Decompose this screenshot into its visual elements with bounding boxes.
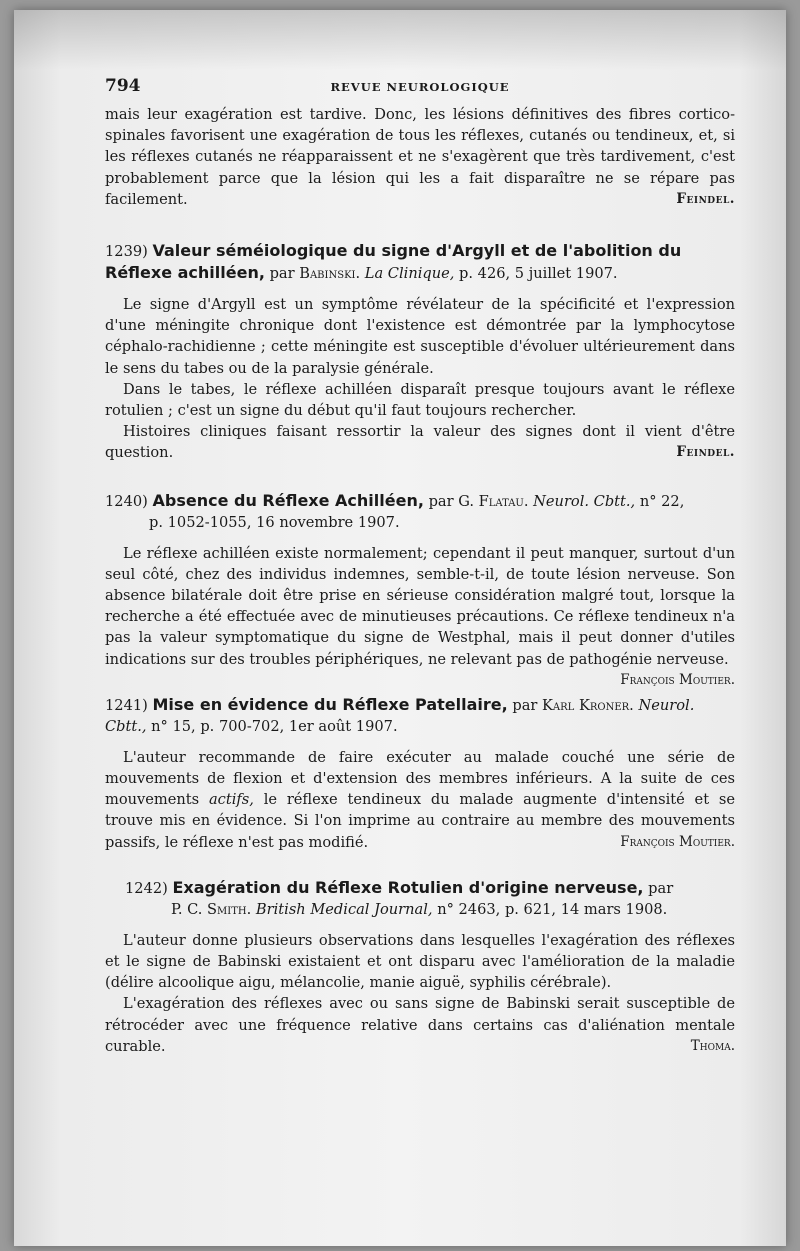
entry-paragraph: L'auteur donne plusieurs observations dans lesquelles l'exagération des réflexes et le signe de Babinski existaient et ont disparu avec l'amélioration de la maladie (délire alcoolique aigu, mélancolie, manie aiguë, syphilis cérébrale). <box>105 931 735 992</box>
entry-paragraph <box>105 421 735 463</box>
entry-paragraph <box>105 747 735 853</box>
entry-signature: François Moutier. <box>620 833 735 850</box>
entry-paragraph-text: Le réflexe achilléen existe normalement; cependant il peut manquer, surtout d'un seul côté, chez des individus indemnes, semble-t-il, de toute lésion nerveuse. Son absence bilatérale doit être prise en sérieuse considération malgré tout, lorsque la recherche a été effectuée avec de minutieuses précautions. Ce réflexe tendineux n'a pas la valeur symptomatique du signe de Westphal, mais il peut donner d'utiles indications sur des troubles périphériques, ne relevant pas de pathogénie nerveuse. <box>105 544 735 668</box>
entry-body <box>105 543 735 688</box>
entry-paragraph-text: Histoires cliniques faisant ressortir la valeur des signes dont il vient d'être question. <box>105 423 735 462</box>
entry-number: 1239) <box>105 243 148 261</box>
entry-number: 1241) <box>105 696 148 714</box>
entry-author: Flatau. <box>478 492 529 510</box>
page-header <box>105 76 735 104</box>
abstract-entry-1241 <box>105 694 735 853</box>
entry-body <box>105 294 735 464</box>
entry-author: Karl Kroner. <box>542 696 634 714</box>
entry-paragraph: Le signe d'Argyll est un symptôme révélateur de la spécificité et l'expression d'une méningite chronique dont l'existence est démontrée par la lymphocytose céphalo-rachidienne ; cette méningite est susceptible d'évoluer ultérieurement dans le sens du tabes ou de la paralysie générale. <box>105 296 735 377</box>
entry-paragraph-text: L'auteur recommande de faire exécuter au malade couché une série de mouvements de flexion et d'extension des membres inférieurs. A la suite de ces mouvements <box>105 748 735 809</box>
entry-signature: François Moutier. <box>620 671 735 688</box>
entry-heading <box>105 240 735 284</box>
entry-number: 1240) <box>105 492 148 510</box>
entry-number: 1242) <box>125 879 168 897</box>
entry-heading <box>105 694 735 737</box>
entry-paragraph: Dans le tabes, le réflexe achilléen disparaît presque toujours avant le réflexe rotulien ; c'est un signe du début qu'il faut toujours rechercher. <box>105 380 735 420</box>
entry-ref: n° 2463, p. 621, 14 mars 1908. <box>437 900 668 918</box>
entry-ref-line2 <box>125 899 735 920</box>
intro-paragraph <box>105 104 735 210</box>
entry-ref: n° 22, <box>639 492 685 510</box>
entry-author: Babinski. <box>299 265 361 283</box>
entry-title: Mise en évidence du Réflexe Patellaire, <box>152 694 508 714</box>
page-scan <box>14 10 786 1246</box>
entry-paragraph-text: L'exagération des réflexes avec ou sans signe de Babinski serait susceptible de rétrocéder avec une fréquence relative dans certains cas d'aliénation mentale curable. <box>105 995 735 1055</box>
entry-author: P. C. Smith. <box>171 900 252 918</box>
entry-journal: Neurol. Cbtt., <box>533 492 636 510</box>
entry-title: Valeur séméiologique du signe d'Argyll et de l'abolition du Réflexe achilléen, <box>105 241 682 283</box>
entry-heading <box>105 877 735 920</box>
entry-journal: British Medical Journal, <box>255 900 433 918</box>
entry-paragraph <box>105 543 735 688</box>
entry-ref-by: par <box>512 696 538 714</box>
entry-title: Absence du Réflexe Achilléen, <box>152 490 424 510</box>
entry-journal: La Clinique, <box>364 265 455 283</box>
entry-ref-by: par <box>269 265 295 283</box>
page-number: 794 <box>105 76 141 96</box>
entry-body <box>105 930 735 1057</box>
abstract-entry-1242 <box>105 877 735 1057</box>
entry-ref-line2: p. 1052-1055, 16 novembre 1907. <box>149 513 400 531</box>
entry-journal: Neurol. Cbtt., <box>105 696 695 735</box>
entry-signature: Thoma. <box>690 1037 735 1054</box>
entry-paragraph-emphasis: actifs, <box>208 791 254 809</box>
scan-shadow <box>14 10 786 70</box>
intro-signature: Feindel. <box>676 190 735 207</box>
entry-paragraph-text: le réflexe tendineux du malade augmente d'intensité et se trouve mis en évidence. Si l'on imprime au contraire au membre des mouvements passifs, le réflexe n'est pas modifié. <box>105 791 735 851</box>
entry-ref-by: par <box>648 879 674 897</box>
entry-ref: p. 426, 5 juillet 1907. <box>459 265 618 283</box>
page-content <box>105 76 735 1057</box>
abstract-entry-1239 <box>105 240 735 464</box>
entry-body <box>105 747 735 853</box>
abstract-entry-1240 <box>105 490 735 688</box>
entry-ref: n° 15, p. 700-702, 1er août 1907. <box>151 717 398 735</box>
intro-text: mais leur exagération est tardive. Donc, les lésions définitives des fibres cortico-spinales favorisent une exagération de tous les réflexes, cutanés ou tendineux, et, si les réflexes cutanés ne réapparaissent et ne s'exagèrent que très tardivement, c'est probablement parce que la lésion qui les a fait disparaître ne se répare pas facilement. <box>105 106 735 208</box>
entry-title: Exagération du Réflexe Rotulien d'origine nerveuse, <box>172 877 644 897</box>
entry-signature: Feindel. <box>676 444 735 461</box>
entry-ref-by: par G. <box>428 492 474 510</box>
running-title: REVUE NEUROLOGIQUE <box>330 80 510 94</box>
entry-heading <box>105 490 735 533</box>
entry-paragraph <box>105 993 735 1057</box>
